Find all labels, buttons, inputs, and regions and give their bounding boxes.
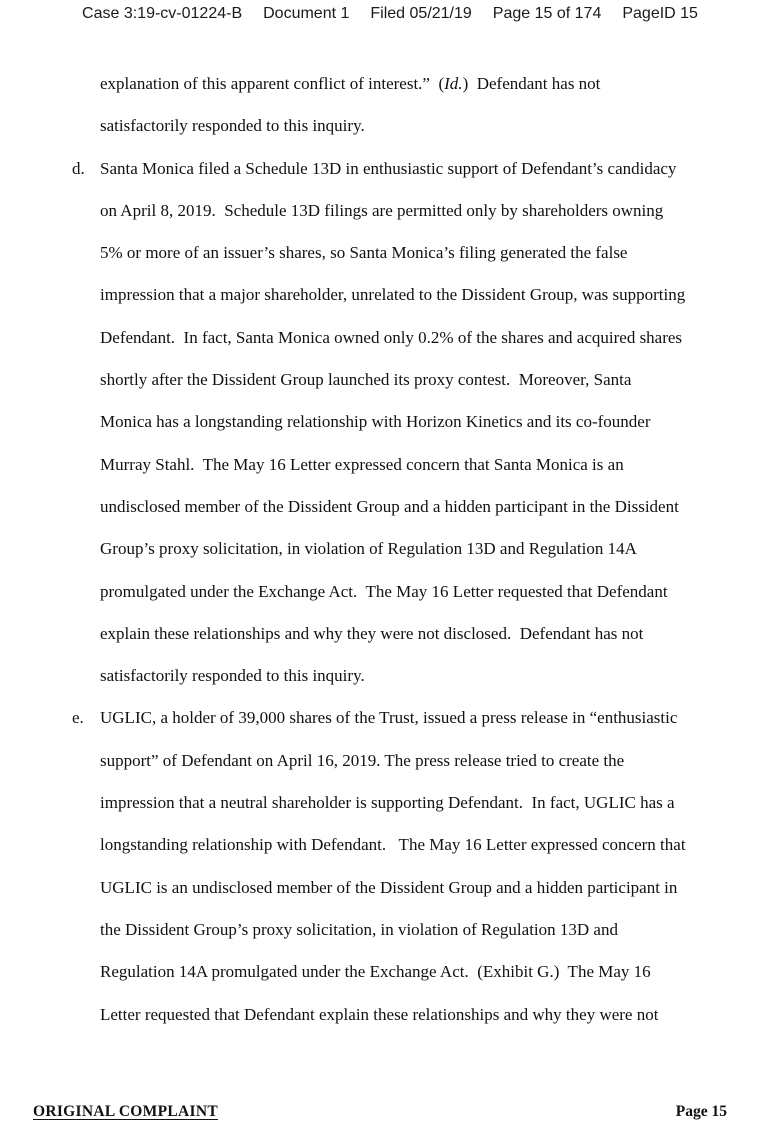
text-line [100,63,750,105]
line-text: support” of Defendant on April 16, 2019. The press release tried to create the [100,750,625,770]
text-line [100,994,750,1036]
line-text: Regulation 14A promulgated under the Exchange Act. (Exhibit G.) The May 16 [100,962,651,982]
italic-citation: Id. [444,74,463,93]
text-line [100,317,750,359]
line-text: Murray Stahl. The May 16 Letter expressed concern that Santa Monica is an [100,454,624,474]
line-text: impression that a neutral shareholder is supporting Defendant. In fact, UGLIC has a [100,793,675,813]
text-line [100,528,750,570]
text-line [100,190,750,232]
text-line [100,824,750,866]
header-segment-2: Filed 05/21/19 [370,5,472,22]
page-footer [33,1103,727,1121]
line-text: Santa Monica filed a Schedule 13D in enthusiastic support of Defendant’s candidacy [100,158,677,178]
text-line [100,909,750,951]
line-text: UGLIC is an undisclosed member of the Dissident Group and a hidden participant in [100,877,678,897]
line-text: longstanding relationship with Defendant. The May 16 Letter expressed concern that [100,835,686,855]
line-text: the Dissident Group’s proxy solicitation, in violation of Regulation 13D and [100,919,618,939]
document-body [72,63,750,1036]
line-text: UGLIC, a holder of 39,000 shares of the Trust, issued a press release in “enthusiastic [100,708,678,728]
text-line [100,105,750,147]
text-line [100,655,750,697]
line-text: explanation of this apparent conflict of interest.” ( [100,74,445,93]
footer-page-number: Page 15 [675,1103,727,1120]
line-text: promulgated under the Exchange Act. The May 16 Letter requested that Defendant [100,581,668,601]
text-line [100,274,750,316]
text-line [100,867,750,909]
text-line [100,486,750,528]
text-line [100,401,750,443]
text-line [100,951,750,993]
line-text: Group’s proxy solicitation, in violation of Regulation 13D and Regulation 14A [100,539,637,559]
text-line [100,571,750,613]
header-segment-4: PageID 15 [622,5,698,22]
line-text: Letter requested that Defendant explain these relationships and why they were not [100,1004,659,1024]
line-text: undisclosed member of the Dissident Group and a hidden participant in the Dissident [100,496,679,516]
line-text: explain these relationships and why they were not disclosed. Defendant has not [100,623,644,643]
line-text: 5% or more of an issuer’s shares, so Santa Monica’s filing generated the false [100,243,628,263]
text-line [100,232,750,274]
text-line [100,740,750,782]
text-line [100,613,750,655]
line-text: on April 8, 2019. Schedule 13D filings are permitted only by shareholders owning [100,200,664,220]
footer-document-title: ORIGINAL COMPLAINT [33,1103,218,1120]
text-line [72,697,750,739]
line-text: shortly after the Dissident Group launched its proxy contest. Moreover, Santa [100,370,632,390]
line-text: satisfactorily responded to this inquiry. [100,116,365,136]
line-text: ) Defendant has not [462,74,601,93]
text-line [100,782,750,824]
text-line [72,148,750,190]
header-segment-3: Page 15 of 174 [492,5,602,22]
line-text: satisfactorily responded to this inquiry. [100,666,365,686]
line-text: Monica has a longstanding relationship with Horizon Kinetics and its co-founder [100,412,651,432]
list-item-label: d. [72,158,85,178]
text-line [100,359,750,401]
court-stamp-header [0,5,780,23]
line-text: impression that a major shareholder, unrelated to the Dissident Group, was supporting [100,285,686,305]
header-segment-0: Case 3:19-cv-01224-B [82,5,243,22]
header-segment-1: Document 1 [263,5,350,22]
line-text: Defendant. In fact, Santa Monica owned only 0.2% of the shares and acquired shares [100,327,683,347]
list-item-label: e. [72,708,84,728]
text-line [100,444,750,486]
